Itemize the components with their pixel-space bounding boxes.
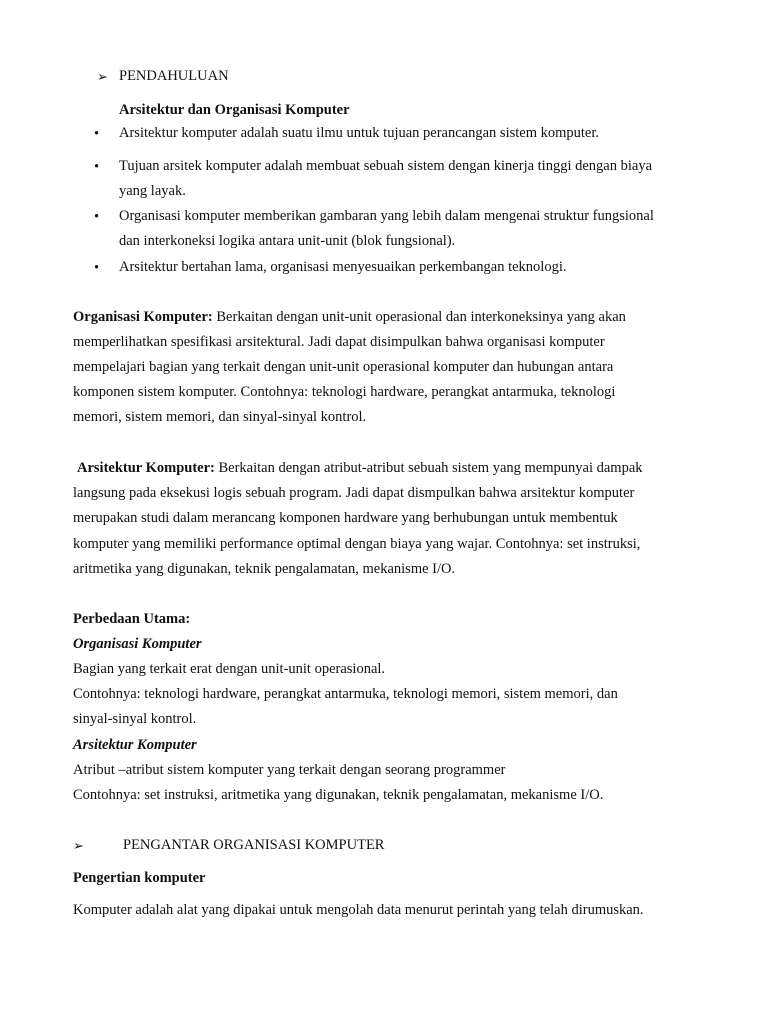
bullet-text: dan interkoneksi logika antara unit-unit (blok fungsional). [119,233,456,249]
definition-text: Komputer adalah alat yang dipakai untuk mengolah data menurut perintah yang telah dirumuskan. [73,902,644,918]
bullet-text: Tujuan arsitek komputer adalah membuat sebuah sistem dengan kinerja tinggi dengan biaya [119,158,653,174]
paragraph-text: memperlihatkan spesifikasi arsitektural. Jadi dapat disimpulkan bahwa organisasi komputer [73,334,605,350]
difference-text: sinyal-sinyal kontrol. [73,711,197,727]
paragraph-text: komponen sistem komputer. Contohnya: teknologi hardware, perangkat antarmuka, teknologi [73,384,616,400]
arrow-bullet-icon: ➢ [73,838,84,853]
bullet-icon: • [94,126,100,142]
paragraph-text: Berkaitan dengan unit-unit operasional dan interkoneksinya yang akan [216,309,626,325]
paragraph-text: memori, sistem memori, dan sinyal-sinyal kontrol. [73,409,367,425]
arrow-bullet-icon: ➢ [97,69,108,84]
bullet-text: Organisasi komputer memberikan gambaran yang lebih dalam mengenai struktur fungsional [119,208,654,224]
title-arsitektur-komputer: Arsitektur Komputer [73,737,197,753]
paragraph-text: komputer yang memiliki performance optimal dengan biaya yang wajar. Contohnya: set instruksi, [73,536,641,552]
bullet-text: Arsitektur bertahan lama, organisasi menyesuaikan perkembangan teknologi. [119,259,567,275]
section-heading-pengantar: PENGANTAR ORGANISASI KOMPUTER [123,837,385,853]
title-organisasi-komputer: Organisasi Komputer [73,636,202,652]
bullet-text: yang layak. [119,183,186,199]
subheading-arsitektur-organisasi: Arsitektur dan Organisasi Komputer [119,102,350,118]
difference-text: Bagian yang terkait erat dengan unit-unit operasional. [73,661,386,677]
term-organisasi-komputer: Organisasi Komputer: [73,309,213,325]
paragraph-text: langsung pada eksekusi logis sebuah program. Jadi dapat dismpulkan bahwa arsitektur komputer [73,485,635,501]
difference-text: Contohnya: set instruksi, aritmetika yang digunakan, teknik pengalamatan, mekanisme I/O. [73,787,604,803]
paragraph-text: mempelajari bagian yang terkait dengan unit-unit operasional komputer dan hubungan antara [73,359,614,375]
bullet-icon: • [94,260,100,276]
heading-perbedaan-utama: Perbedaan Utama: [73,611,191,627]
term-arsitektur-komputer: Arsitektur Komputer: [77,460,215,476]
section-heading-pendahuluan: PENDAHULUAN [119,68,229,84]
paragraph-arsitektur-line [77,460,643,477]
subheading-pengertian-komputer: Pengertian komputer [73,870,206,886]
difference-text: Contohnya: teknologi hardware, perangkat antarmuka, teknologi memori, sistem memori, dan [73,686,618,702]
paragraph-text: aritmetika yang digunakan, teknik pengalamatan, mekanisme I/O. [73,561,456,577]
bullet-icon: • [94,159,100,175]
difference-text: Atribut –atribut sistem komputer yang terkait dengan seorang programmer [73,762,506,778]
paragraph-text: Berkaitan dengan atribut-atribut sebuah sistem yang mempunyai dampak [218,460,643,476]
bullet-icon: • [94,209,100,225]
bullet-text: Arsitektur komputer adalah suatu ilmu untuk tujuan perancangan sistem komputer. [119,125,600,141]
paragraph-text: merupakan studi dalam merancang komponen hardware yang berhubungan untuk membentuk [73,510,618,526]
paragraph-organisasi-line [73,309,626,326]
